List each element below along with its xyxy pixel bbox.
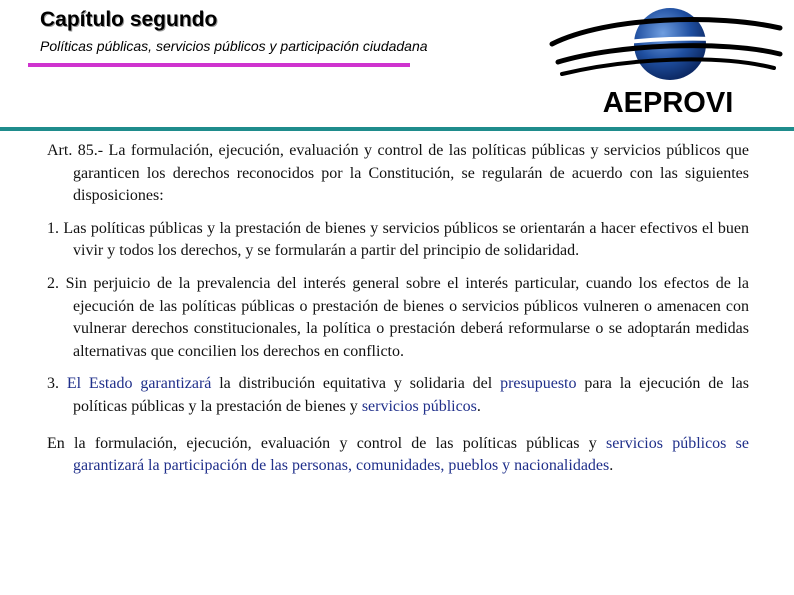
logo-wordmark: AEPROVI [602, 87, 734, 118]
highlight-presupuesto: presupuesto [500, 375, 577, 393]
provision-3-text: para la ejecución de las políticas públicas y la prestación de bienes y [73, 375, 750, 415]
article-intro [47, 140, 749, 208]
provision-1: 1. Las políticas públicas y la prestación de bienes y servicios públicos se orientarán a hacer efectivos el buen vivir y todos los derechos, y se formularán a partir del principio de solidaridad. [47, 219, 749, 260]
closing-paragraph [47, 433, 749, 478]
provision-3-end: . [476, 397, 481, 415]
section-divider [0, 127, 794, 131]
chapter-title: Capítulo segundo [40, 8, 218, 31]
article-body [47, 140, 749, 488]
provision-2: 2. Sin perjuicio de la prevalencia del interés general sobre el interés particular, cuando los efectos de la ejecución de las políticas públicas o prestación de bienes o servicios públicos vulneren o amenacen con vulnerar derechos constitucionales, la política o prestación deberá reformularse o se adoptarán medidas alternativas que concilien los derechos en conflicto. [47, 274, 749, 360]
article-label: Art. 85.- [47, 142, 104, 159]
accent-underline [28, 63, 410, 67]
chapter-subtitle: Políticas públicas, servicios públicos y participación ciudadana [40, 38, 428, 54]
highlight-estado: El Estado garantizará [66, 375, 212, 393]
provision-3-number: 3. [47, 375, 67, 393]
closing-end: . [609, 457, 614, 475]
article-intro-text: La formulación, ejecución, evaluación y control de las políticas públicas y servicios públicos que garanticen los derechos reconocidos por la Constitución, se regularán de acuerdo con las siguientes disposiciones: [73, 142, 749, 205]
closing-text: En la formulación, ejecución, evaluación y control de las políticas públicas y [47, 434, 607, 452]
highlight-servicios: servicios públicos [361, 397, 477, 415]
provision-3 [47, 373, 749, 418]
provision-3-text: la distribución equitativa y solidaria del [211, 375, 501, 393]
aeprovi-logo [548, 6, 784, 118]
highlight-participacion: servicios públicos se garantizará la participación de las personas, comunidades, pueblos y nacionalidades [73, 434, 750, 475]
